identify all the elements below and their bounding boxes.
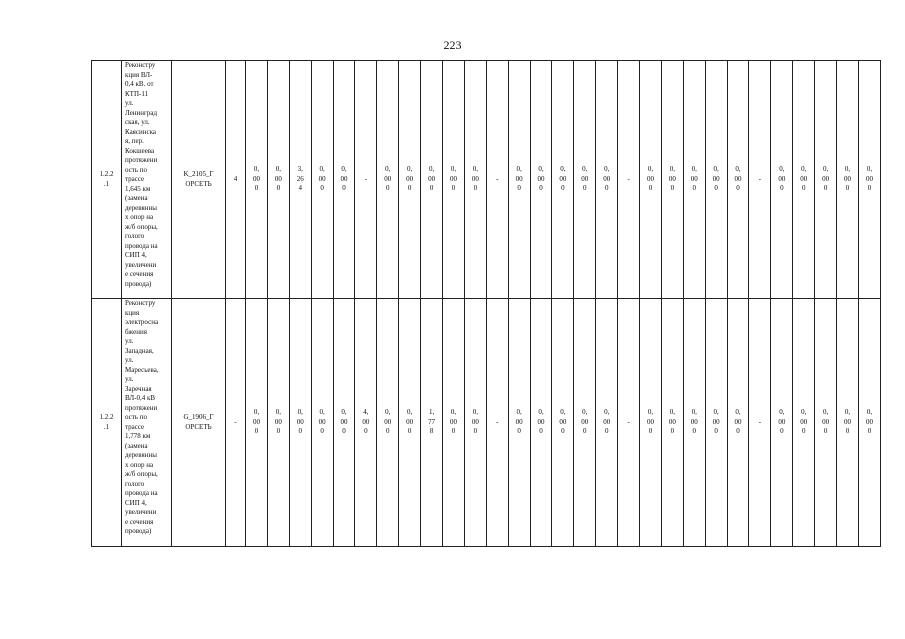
value-cell: 0, 00 0 [683,299,705,547]
value-cell: 0, 00 0 [333,61,355,299]
value-cell: 0, 00 0 [443,299,465,547]
value-cell: 0, 00 0 [399,61,421,299]
value-cell: 0, 00 0 [333,299,355,547]
value-cell: 0, 00 0 [640,61,662,299]
value-cell: 0, 00 0 [793,299,815,547]
value-cell: 0, 00 0 [574,299,596,547]
value-cell: 0, 00 0 [661,299,683,547]
value-cell: 0, 00 0 [596,299,618,547]
value-cell: - [618,299,640,547]
value-cell: 3, 26 4 [289,61,311,299]
row-description: Реконстру кция электросна бжения ул. Западная, ул. Маресьева, ул. Заречная ВЛ-0,4 кВ протяжени ость по трассе 1,778 км (замена деревянны х опор на ж/б опоры, голого провода на СИП 4, увеличени е сечения провода) [122,299,172,547]
value-cell: 0, 00 0 [246,299,268,547]
value-cell: - [355,61,377,299]
row-description: Реконстру кция ВЛ- 0,4 кВ. от КТП-11 ул. Ленинград ская, ул. Каясинска я, пер. Кокшеева протяжени ость по трассе 1,645 км (замена деревянны х опор на ж/б опоры, голого провода на СИП 4, увеличени е сечения провода) [122,61,172,299]
value-cell: 0, 00 0 [267,299,289,547]
value-cell: 0, 00 0 [464,61,486,299]
value-cell: 0, 00 0 [311,299,333,547]
value-cell: 0, 00 0 [574,61,596,299]
row-id: 1.2.2 .1 [92,299,122,547]
page-number: 223 [443,38,462,52]
value-cell: 0, 00 0 [421,61,443,299]
value-cell: 0, 00 0 [727,299,749,547]
value-cell: - [226,299,246,547]
value-cell: 4 [226,61,246,299]
value-cell: 0, 00 0 [771,299,793,547]
table-row [92,61,881,299]
value-cell: 0, 00 0 [858,61,880,299]
value-cell: 0, 00 0 [552,61,574,299]
value-cell: 4, 00 0 [355,299,377,547]
value-cell: 0, 00 0 [530,299,552,547]
value-cell: 0, 00 0 [815,299,837,547]
value-cell: - [486,61,508,299]
value-cell: 0, 00 0 [377,299,399,547]
value-cell: 0, 00 0 [289,299,311,547]
value-cell: - [486,299,508,547]
value-cell: 0, 00 0 [267,61,289,299]
value-cell: - [749,61,771,299]
value-cell: 0, 00 0 [246,61,268,299]
value-cell: 0, 00 0 [399,299,421,547]
value-cell: 0, 00 0 [837,299,859,547]
value-cell: 0, 00 0 [727,61,749,299]
value-cell: 0, 00 0 [508,299,530,547]
value-cell: 0, 00 0 [311,61,333,299]
value-cell: - [749,299,771,547]
value-cell: 0, 00 0 [705,299,727,547]
value-cell: 0, 00 0 [640,299,662,547]
value-cell: 0, 00 0 [771,61,793,299]
value-cell: 0, 00 0 [683,61,705,299]
value-cell: 0, 00 0 [858,299,880,547]
value-cell: 0, 00 0 [530,61,552,299]
value-cell: 1, 77 8 [421,299,443,547]
value-cell: 0, 00 0 [661,61,683,299]
value-cell: 0, 00 0 [705,61,727,299]
value-cell: 0, 00 0 [508,61,530,299]
row-code: K_2105_Г ОРСЕТЬ [172,61,226,299]
value-cell: 0, 00 0 [552,299,574,547]
investment-table [91,60,881,547]
value-cell: - [618,61,640,299]
table-row [92,299,881,547]
value-cell: 0, 00 0 [377,61,399,299]
row-code: G_1906_Г ОРСЕТЬ [172,299,226,547]
value-cell: 0, 00 0 [815,61,837,299]
value-cell: 0, 00 0 [596,61,618,299]
value-cell: 0, 00 0 [464,299,486,547]
value-cell: 0, 00 0 [443,61,465,299]
value-cell: 0, 00 0 [837,61,859,299]
value-cell: 0, 00 0 [793,61,815,299]
row-id: 1.2.2 .1 [92,61,122,299]
